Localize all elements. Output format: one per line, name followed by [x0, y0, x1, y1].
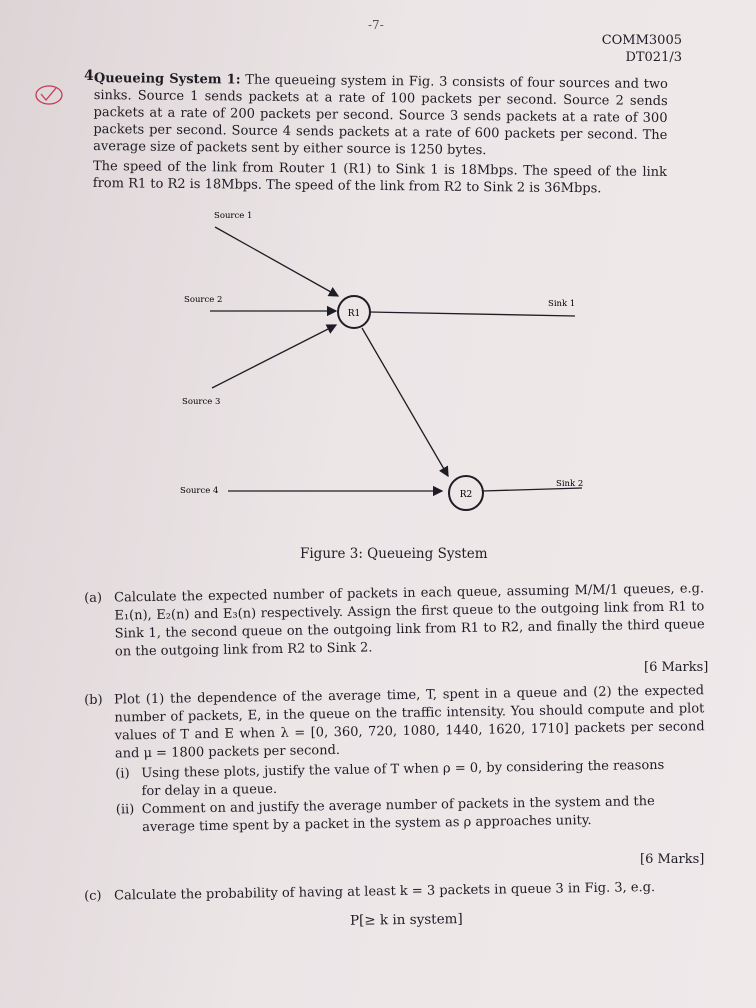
intro-paragraph-1: [93, 70, 668, 161]
source3-link: [212, 325, 336, 388]
part-c-text: Calculate the probability of having at least k = 3 packets in queue 3 in Fig. 3, e.g.: [114, 880, 656, 904]
paper-code: DT021/3: [625, 50, 682, 65]
question-intro: [93, 70, 668, 201]
part-a: [84, 580, 705, 662]
part-b-i-label: (i): [115, 766, 130, 782]
intro-text-1: The queueing system in Fig. 3 consists of four sources and two sinks. Source 1 sends packets at a rate of 100 packets per second. Source 2 sends packets at a rate of 200 packets per second. Source 3 sends packets at a rate of 300 packets per second. Source 4 sends packets at a rate of 600 packets per second. The average size of packets sent by either source is 1250 bytes.: [93, 72, 668, 159]
course-code: COMM3005: [601, 33, 682, 48]
router-r1-label: R1: [347, 309, 361, 319]
source1-link: [215, 227, 338, 296]
part-b-ii: [116, 793, 676, 838]
source3-label: Source 3: [182, 397, 221, 407]
queueing-diagram: [170, 200, 590, 520]
part-b-marks: [6 Marks]: [640, 852, 705, 867]
page-number: -7-: [368, 18, 384, 32]
part-a-label: (a): [84, 590, 103, 606]
handwritten-tick-icon: [34, 84, 64, 106]
part-c-formula: P[≥ k in system]: [349, 911, 463, 929]
part-a-marks: [6 Marks]: [644, 660, 709, 675]
part-b-ii-label: (ii): [115, 802, 135, 818]
part-b: [84, 682, 706, 838]
part-c: [84, 878, 704, 906]
figure-caption: Figure 3: Queueing System: [300, 546, 488, 562]
r1-to-sink1-link: [370, 312, 575, 316]
part-b-ii-text: Comment on and justify the average number of packets in the system and the average time spent by a packet in the system as ρ approaches unity.: [141, 794, 655, 836]
r1-to-r2-link: [362, 328, 448, 476]
source1-label: Source 1: [214, 211, 253, 221]
sink2-label: Sink 2: [556, 479, 584, 489]
part-a-text: Calculate the expected number of packets in each queue, assuming M/M/1 queues, e.g. E₁(n), E₂(n) and E₃(n) respectively. Assign the first queue to the outgoing link from R1 to Sink 1, the second queue on the outgoing link from R1 to R2, and finally the third queue on the outgoing link from R2 to Sink 2.: [114, 581, 705, 660]
question-title: Queueing System 1:: [93, 70, 241, 88]
router-r1: [338, 296, 370, 328]
source2-label: Source 2: [184, 295, 223, 305]
router-r2: [449, 476, 483, 510]
question-number: 4.: [84, 68, 99, 84]
source4-label: Source 4: [180, 486, 219, 496]
part-b-text: Plot (1) the dependence of the average time, T, spent in a queue and (2) the expected number of packets, E, in the queue on the traffic intensity. You should compute and plot values of T and E when λ = [0, 360, 720, 1080, 1440, 1620, 1710] packets per second and μ = 1800 packets per second.: [114, 683, 705, 762]
part-b-i-text: Using these plots, justify the value of T when ρ = 0, by considering the reasons for delay in a queue.: [141, 757, 665, 800]
router-r2-label: R2: [459, 490, 473, 500]
part-b-subparts: [115, 757, 676, 838]
course-header: [572, 32, 682, 66]
sink1-label: Sink 1: [548, 299, 576, 309]
part-c-label: (c): [84, 888, 102, 904]
intro-paragraph-2: The speed of the link from Router 1 (R1) to Sink 1 is 18Mbps. The speed of the link from R1 to R2 is 18Mbps. The speed of the link from R2 to Sink 2 is 36Mbps.: [92, 158, 668, 197]
part-b-label: (b): [84, 692, 103, 708]
